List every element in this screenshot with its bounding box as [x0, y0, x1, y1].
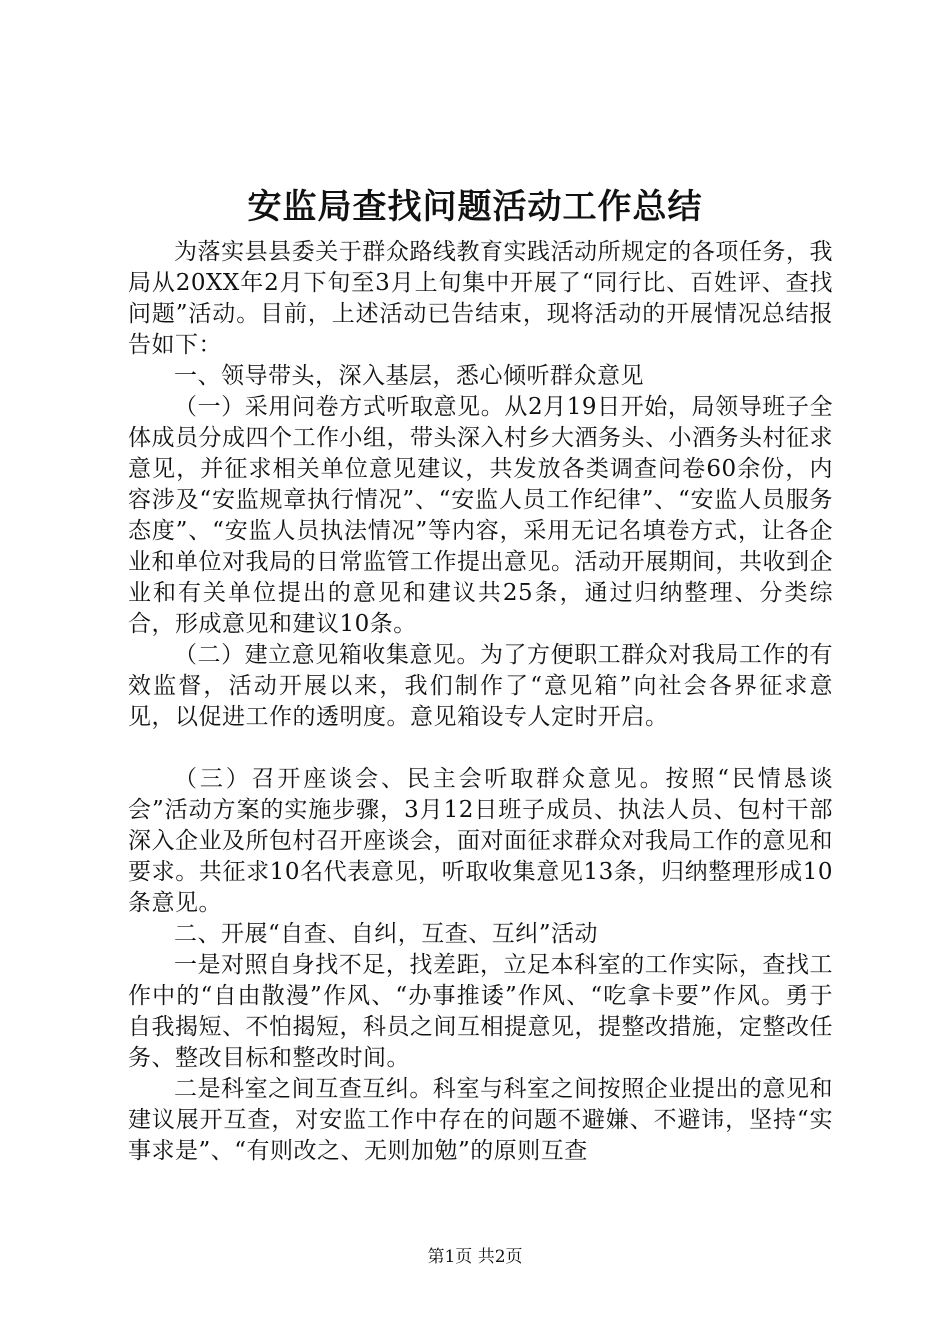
document-body: [128, 237, 833, 1167]
section-heading-2: 二、开展“自查、自纠，互查、互纠”活动: [174, 921, 599, 947]
section-heading-1: 一、领导带头，深入基层，悉心倾听群众意见: [174, 363, 644, 389]
paragraph-forum: （三）召开座谈会、民主会听取群众意见。按照“民情恳谈会”活动方案的实施步骤，3月12日班子成员、执法人员、包村干部深入企业及所包村召开座谈会，面对面征求群众对我局工作的意见和要求。共征求10名代表意见，听取收集意见13条，归纳整理形成10条意见。: [128, 766, 833, 916]
page-number-footer: 第1页 共2页: [427, 1247, 523, 1267]
paragraph-intro: 为落实县县委关于群众路线教育实践活动所规定的各项任务，我局从20XX年2月下旬至3月上旬集中开展了“同行比、百姓评、查找问题”活动。目前，上述活动已告结束，现将活动的开展情况总结报告如下：: [128, 239, 833, 358]
paragraph-questionnaire: （一）采用问卷方式听取意见。从2月19日开始，局领导班子全体成员分成四个工作小组，带头深入村乡大酒务头、小酒务头村征求意见，并征求相关单位意见建议，共发放各类调查问卷60余份，内容涉及“安监规章执行情况”、“安监人员工作纪律”、“安监人员服务态度”、“安监人员执法情况”等内容，采用无记名填卷方式，让各企业和单位对我局的日常监管工作提出意见。活动开展期间，共收到企业和有关单位提出的意见和建议共25条，通过归纳整理、分类综合，形成意见和建议10条。: [128, 394, 833, 637]
paragraph-mutual-check: 二是科室之间互查互纠。科室与科室之间按照企业提出的意见和建议展开互查，对安监工作中存在的问题不避嫌、不避讳，坚持“实事求是”、“有则改之、无则加勉”的原则互查: [128, 1076, 833, 1164]
paragraph-self-check: 一是对照自身找不足，找差距，立足本科室的工作实际，查找工作中的“自由散漫”作风、“办事推诿”作风、“吃拿卡要”作风。勇于自我揭短、不怕揭短，科员之间互相提意见，提整改措施，定整改任务、整改目标和整改时间。: [128, 952, 833, 1071]
document-title: 安监局查找问题活动工作总结: [247, 187, 703, 227]
paragraph-suggestion-box: （二）建立意见箱收集意见。为了方便职工群众对我局工作的有效监督，活动开展以来，我们制作了“意见箱”向社会各界征求意见，以促进工作的透明度。意见箱设专人定时开启。: [128, 642, 833, 730]
